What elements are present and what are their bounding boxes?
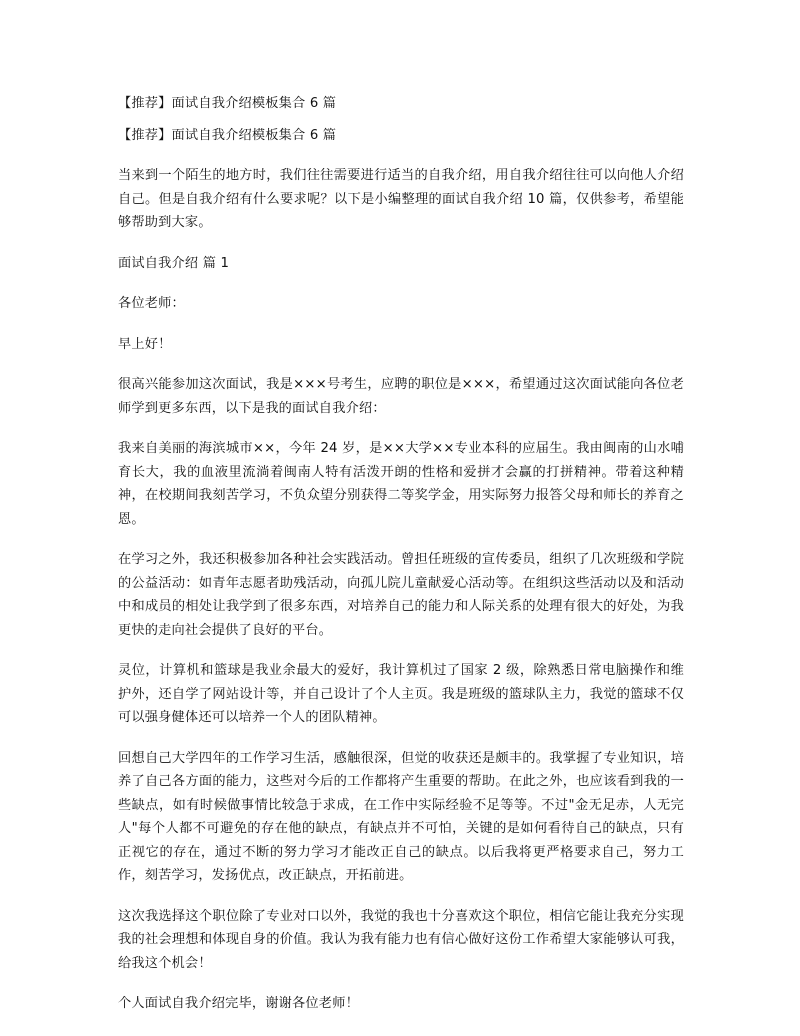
body-paragraph: 灵位，计算机和篮球是我业余最大的爱好，我计算机过了国家 2 级，除熟悉日常电脑操作和维护外，还自学了网站设计等，并自己设计了个人主页。我是班级的篮球队主力，我觉的篮球不仅可以强身健体还可以培养一个人的团队精神。: [118, 663, 684, 725]
body-paragraph: 我来自美丽的海滨城市××，今年 24 岁，是××大学××专业本科的应届生。我由闽南的山水哺育长大，我的血液里流淌着闽南人特有活泼开朗的性格和爱拼才会赢的打拼精神。带着这种精神，在校期间我刻苦学习，不负众望分别获得二等奖学金，用实际努力报答父母和师长的养育之恩。: [118, 441, 684, 527]
body-paragraph: 回想自己大学四年的工作学习生活，感触很深，但觉的收获还是颇丰的。我掌握了专业知识，培养了自己各方面的能力，这些对今后的工作都将产生重要的帮助。在此之外，也应该看到我的一些缺点，如有时候做事情比较急于求成，在工作中实际经验不足等等。不过"金无足赤，人无完人"每个人都不可避免的存在他的缺点，有缺点并不可怕，关键的是如何看待自己的缺点，只有正视它的存在，通过不断的努力学习才能改正自己的缺点。以后我将更严格要求自己，努力工作，刻苦学习，发扬优点，改正缺点，开拓前进。: [118, 750, 684, 883]
document-body: [118, 92, 684, 1033]
intro-paragraph: 当来到一个陌生的地方时，我们往往需要进行适当的自我介绍，用自我介绍往往可以向他人介绍自己。但是自我介绍有什么要求呢？以下是小编整理的面试自我介绍 10 篇，仅供参考，希望能够帮助到大家。: [118, 168, 684, 230]
salutation: 各位老师：: [118, 296, 185, 311]
body-paragraph: 这次我选择这个职位除了专业对口以外，我觉的我也十分喜欢这个职位，相信它能让我充分实现我的社会理想和体现自身的价值。我认为我有能力也有信心做好这份工作希望大家能够认可我，给我这个机会！: [118, 908, 684, 971]
closing-line: 个人面试自我介绍完毕，谢谢各位老师！: [118, 996, 359, 1011]
greeting: 早上好！: [118, 336, 172, 352]
document-title: 【推荐】面试自我介绍模板集合 6 篇: [118, 96, 337, 111]
body-paragraph: 很高兴能参加这次面试，我是×××号考生，应聘的职位是×××，希望通过这次面试能向各位老师学到更多东西，以下是我的面试自我介绍：: [118, 377, 684, 416]
document-subtitle: 【推荐】面试自我介绍模板集合 6 篇: [118, 127, 337, 143]
body-paragraph: 在学习之外，我还积极参加各种社会实践活动。曾担任班级的宣传委员，组织了几次班级和学院的公益活动：如青年志愿者助残活动，向孤儿院儿童献爱心活动等。在组织这些活动以及和活动中和成员的相处让我学到了很多东西，对培养自己的能力和人际关系的处理有很大的好处，为我更快的走向社会提供了良好的平台。: [118, 552, 684, 638]
section-title: 面试自我介绍 篇 1: [118, 255, 230, 271]
